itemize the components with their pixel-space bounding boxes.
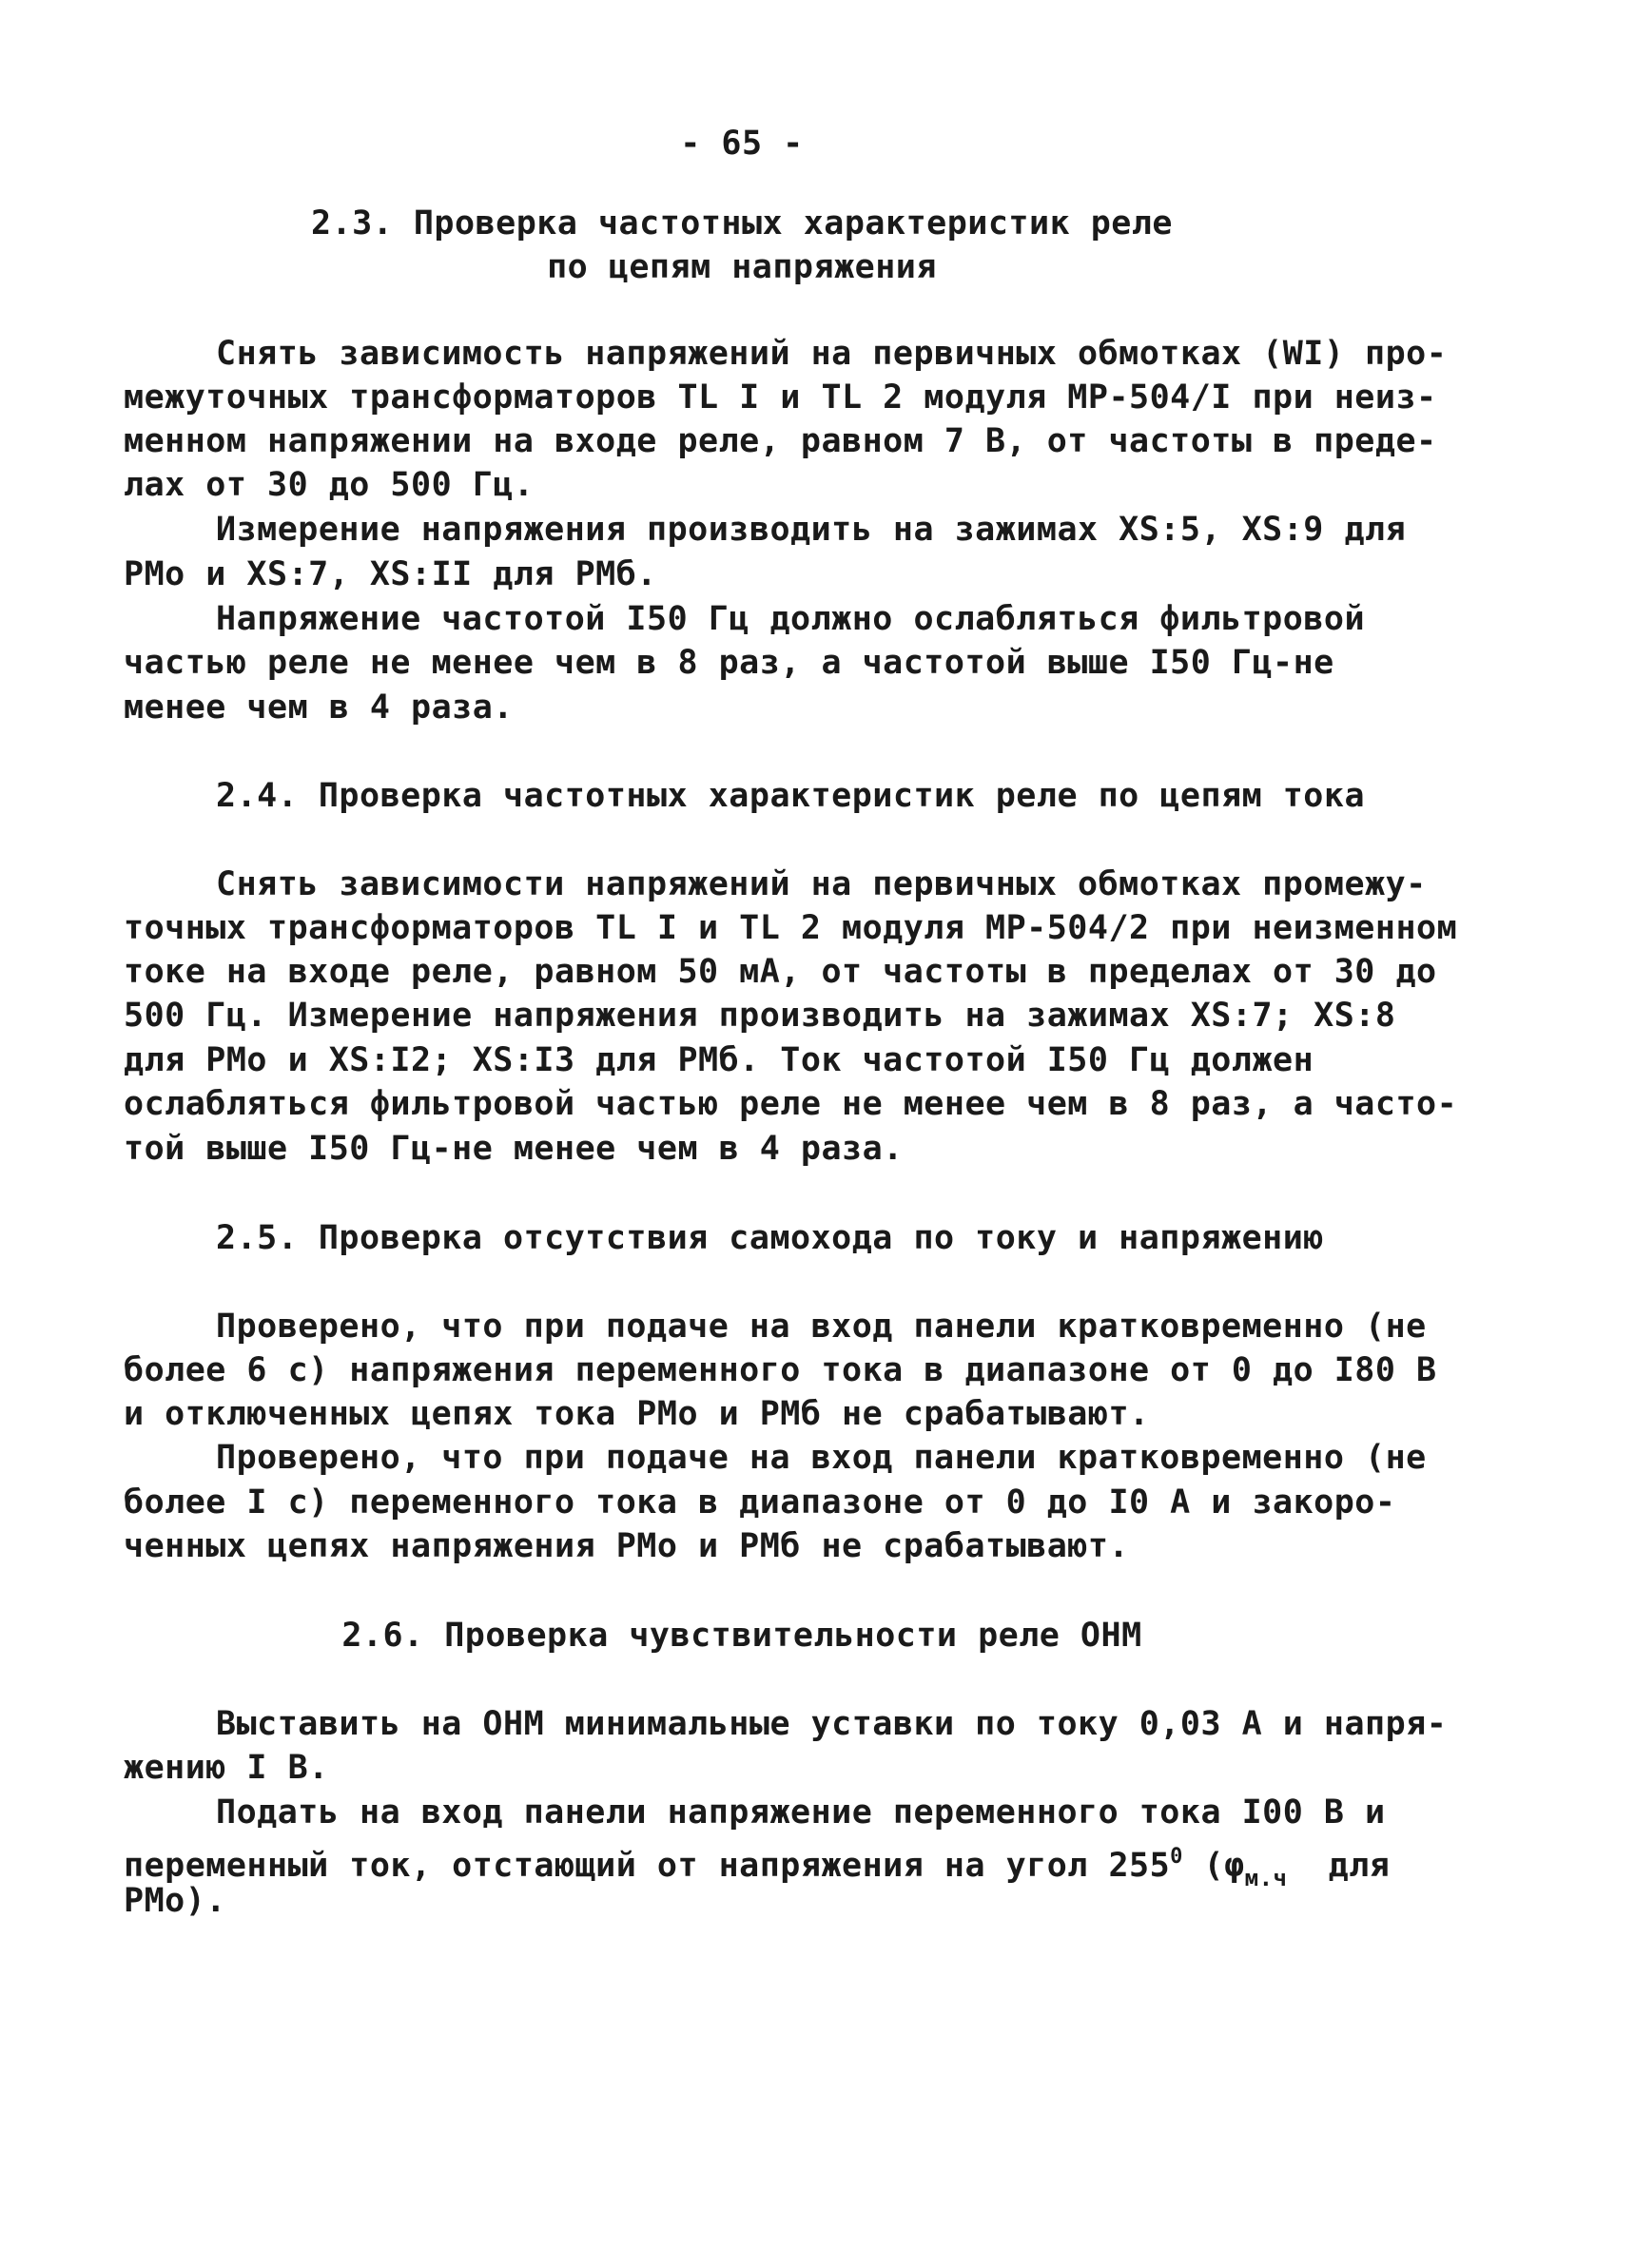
degree-superscript: 0 — [1170, 1845, 1183, 1869]
paragraph-line: более 6 с) напряжения переменного тока в диапазоне от 0 до I80 В — [124, 1351, 1437, 1389]
paragraph-line: точных трансформаторов TL I и TL 2 модуля МР-504/2 при неизменном — [124, 909, 1458, 947]
paragraph-line: Проверено, что при подаче на вход панели кратковременно (не — [216, 1439, 1427, 1477]
page-number: - 65 - — [680, 125, 804, 163]
paragraph-line: ченных цепях напряжения РМо и РМб не срабатывают. — [124, 1527, 1130, 1565]
paragraph-line: частью реле не менее чем в 8 раз, а частотой выше I50 Гц-не — [124, 644, 1334, 682]
section-2-3-title-line-1: 2.3. Проверка частотных характеристик реле — [310, 204, 1173, 242]
paragraph-line: менее чем в 4 раза. — [124, 688, 514, 727]
paragraph-line: межуточных трансформаторов TL I и TL 2 модуля МР-504/I при неиз- — [124, 378, 1437, 417]
section-2-4-title: 2.4. Проверка частотных характеристик реле по цепям тока — [216, 777, 1366, 815]
phi-symbol: (φ — [1182, 1847, 1245, 1885]
section-2-5-title: 2.5. Проверка отсутствия самохода по току и напряжению — [216, 1219, 1324, 1257]
section-2-6-title: 2.6. Проверка чувствительности реле ОНМ — [341, 1617, 1142, 1655]
paragraph-line: РМо и XS:7, XS:II для РМб. — [124, 555, 657, 593]
paragraph-line: более I с) переменного тока в диапазоне от 0 до I0 А и закоро- — [124, 1483, 1396, 1522]
paragraph-line: РМо). — [124, 1882, 226, 1920]
paragraph-line: Подать на вход панели напряжение переменного тока I00 В и — [216, 1793, 1386, 1832]
phi-subscript: м.ч — [1244, 1865, 1288, 1891]
paragraph-line-with-formula — [124, 1835, 1390, 1900]
paragraph-line: 500 Гц. Измерение напряжения производить на зажимах XS:7; XS:8 — [124, 997, 1396, 1035]
paragraph-line: Напряжение частотой I50 Гц должно ослабляться фильтровой — [216, 600, 1366, 638]
paragraph-line: жению I В. — [124, 1749, 329, 1787]
paragraph-line: Выставить на ОНМ минимальные уставки по току 0,03 А и напря- — [216, 1705, 1448, 1743]
paragraph-line: и отключенных цепях тока РМо и РМб не срабатывают. — [124, 1395, 1150, 1433]
paragraph-line: ослабляться фильтровой частью реле не менее чем в 8 раз, а часто- — [124, 1085, 1458, 1123]
formula-text: переменный ток, отстающий от напряжения на угол 255 — [124, 1847, 1171, 1885]
paragraph-line: для РМо и XS:I2; XS:I3 для РМб. Ток частотой I50 Гц должен — [124, 1041, 1314, 1079]
section-2-3-title-line-2: по цепям напряжения — [547, 248, 937, 286]
paragraph-line: Снять зависимости напряжений на первичных обмотках промежу- — [216, 865, 1427, 903]
paragraph-line: той выше I50 Гц-не менее чем в 4 раза. — [124, 1130, 904, 1168]
paragraph-line: Снять зависимость напряжений на первичных обмотках (WI) про- — [216, 335, 1448, 373]
paragraph-line: Измерение напряжения производить на зажимах XS:5, XS:9 для — [216, 511, 1407, 549]
paragraph-line: лах от 30 до 500 Гц. — [124, 466, 535, 504]
formula-tail: для — [1287, 1847, 1391, 1885]
paragraph-line: токе на входе реле, равном 50 мА, от частоты в пределах от 30 до — [124, 953, 1437, 991]
paragraph-line: менном напряжении на входе реле, равном 7 В, от частоты в преде- — [124, 422, 1437, 460]
paragraph-line: Проверено, что при подаче на вход панели кратковременно (не — [216, 1308, 1427, 1346]
